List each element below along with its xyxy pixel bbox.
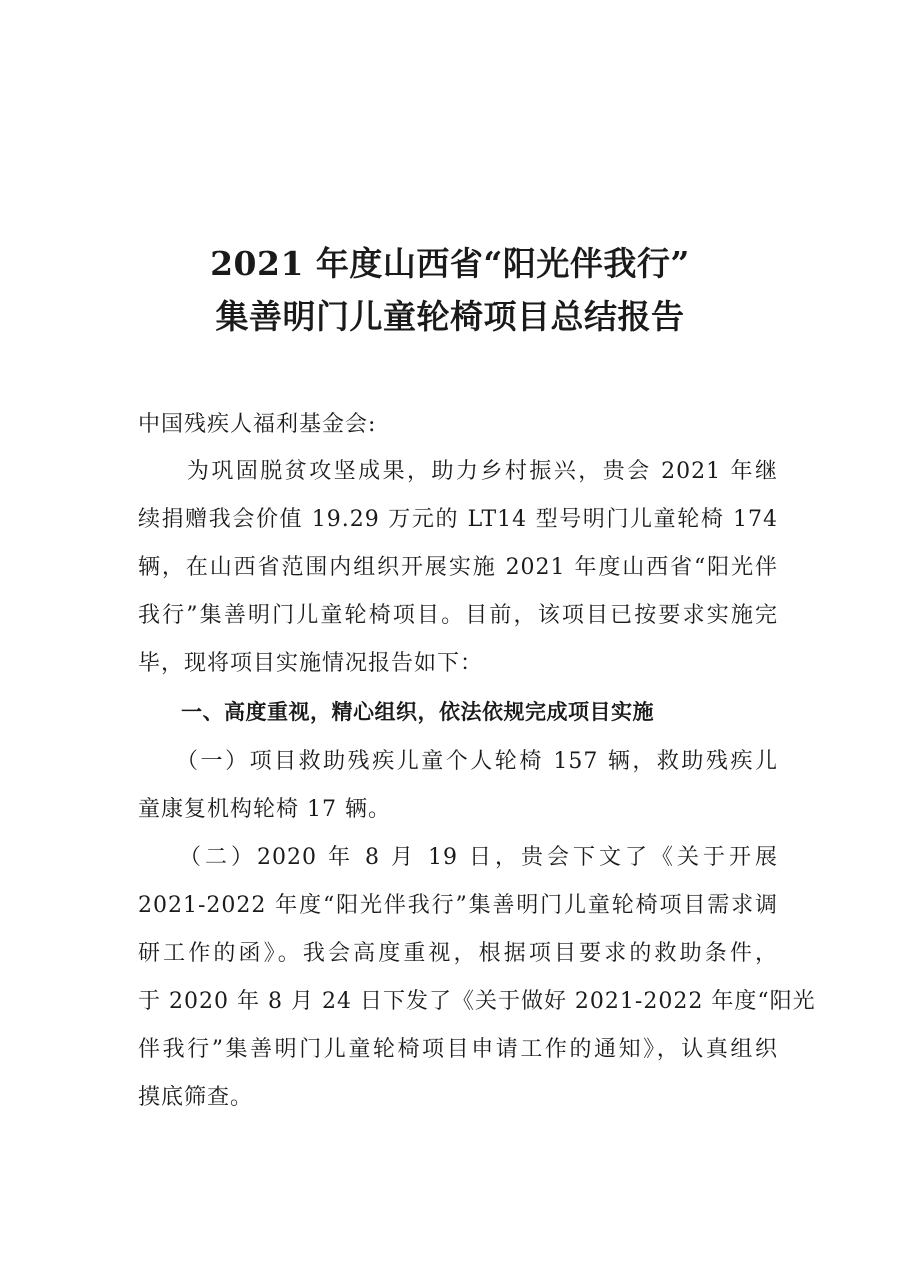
document-title-line1: 2021 年度山西省“阳光伴我行” <box>210 244 690 283</box>
item-line: 童康复机构轮椅 17 辆。 <box>138 797 391 822</box>
paragraph-line: 为巩固脱贫攻坚成果，助力乡村振兴，贵会 2021 年继 <box>138 459 778 484</box>
paragraph-line: 毕，现将项目实施情况报告如下： <box>138 651 484 676</box>
salutation: 中国残疾人福利基金会: <box>138 412 377 437</box>
paragraph-line: 辆，在山西省范围内组织开展实施 2021 年度山西省“阳光伴 <box>138 555 778 580</box>
paragraph-line: 续捐赠我会价值 19.29 万元的 LT14 型号明门儿童轮椅 174 <box>138 507 778 532</box>
document-title-line2: 集善明门儿童轮椅项目总结报告 <box>215 297 685 336</box>
section-heading: 一、高度重视，精心组织，依法依规完成项目实施 <box>138 700 654 724</box>
item-line: 摸底筛查。 <box>138 1085 254 1110</box>
paragraph-line: 我行”集善明门儿童轮椅项目。目前，该项目已按要求实施完 <box>138 603 778 628</box>
item-line: 伴我行”集善明门儿童轮椅项目申请工作的通知》，认真组织 <box>138 1037 778 1062</box>
item-line: （一）项目救助残疾儿童个人轮椅 157 辆，救助残疾儿 <box>138 749 778 774</box>
item-line: 2021-2022 年度“阳光伴我行”集善明门儿童轮椅项目需求调 <box>138 893 778 918</box>
item-line: 于 2020 年 8 月 24 日下发了《关于做好 2021-2022 年度“阳光 <box>138 989 816 1014</box>
item-line: 研工作的函》。我会高度重视，根据项目要求的救助条件， <box>138 941 778 966</box>
item-line: （二）2020 年 8 月 19 日，贵会下文了《关于开展 <box>138 845 778 870</box>
